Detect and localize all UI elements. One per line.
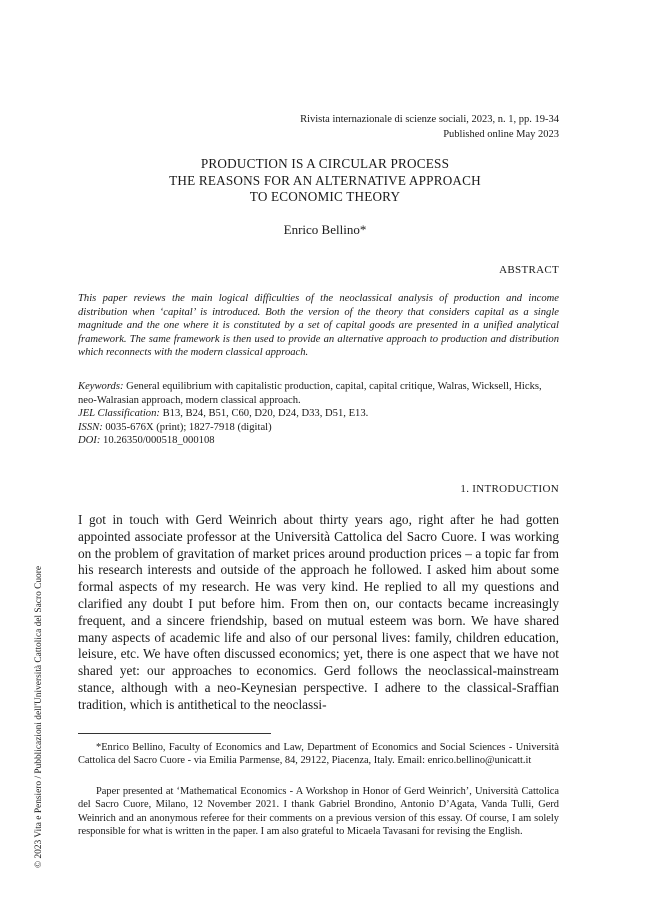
doi-value: 10.26350/000518_000108	[103, 435, 215, 447]
footnote-author: *Enrico Bellino, Faculty of Economics and Law, Department of Economics and Social Sciences - Università Cattolica del Sacro Cuore - via Emilia Parmense, 84, 29122, Piacenza, Italy. Email: enrico.bellino@unicatt.it	[78, 742, 559, 767]
title-line-2: THE REASONS FOR AN ALTERNATIVE APPROACH	[169, 172, 481, 188]
issn-value: 0035-676X (print); 1827-7918 (digital)	[105, 421, 272, 433]
jel-line	[78, 407, 559, 421]
journal-citation: Rivista internazionale di scienze sociali, 2023, n. 1, pp. 19-34	[300, 114, 559, 125]
keywords-label: Keywords:	[78, 381, 124, 392]
keywords-value: General equilibrium with capitalistic production, capital, capital critique, Walras, Wicksell, Hicks, neo-Walrasian approach, modern classical approach.	[78, 381, 542, 406]
issn-line	[78, 421, 559, 435]
issn-label: ISSN:	[78, 421, 103, 433]
article-metadata	[78, 380, 559, 448]
author-name: Enrico Bellino*	[283, 222, 367, 237]
intro-paragraph: I got in touch with Gerd Weinrich about thirty years ago, right after he had gotten appointed associate professor at the Università Cattolica del Sacro Cuore. I was working on the problem of gravitation of market prices around production prices – a topic far from his research interests and outside of the approach he followed. I asked him about some formal aspects of my research. He was very kind. He replied to all my questions and clarified any doubt I put before him. From then on, our contacts became increasingly frequent, and a sincere friendship, based on mutual esteem was born. We have shared many aspects of academic life and also of our personal lives: family, children education, leisure, etc. We have often discussed economics; yet, there is one aspect that we have not shared yet: our approaches to economics. Gerd follows the neoclassical-mainstream stance, although with a neo-Keynesian perspective. I adhere to the classical-Sraffian tradition, which is antithetical to the neoclassi-	[78, 512, 559, 712]
jel-label: JEL Classification:	[78, 408, 160, 420]
footnote-divider	[78, 733, 271, 734]
jel-value: B13, B24, B51, C60, D20, D24, D33, D51, E13.	[162, 408, 369, 420]
abstract-text: This paper reviews the main logical difficulties of the neoclassical analysis of production and income distribution when ‘capital’ is introduced. Both the version of the theory that considers capital as a single magnitude and the one where it is constituted by a set of capital goods are presented in a unified analytical framework. The same framework is then used to provide an alternative approach to production and distribution which reconnects with the modern classical approach.	[78, 293, 559, 359]
abstract-heading: ABSTRACT	[499, 264, 559, 276]
title-line-3: TO ECONOMIC THEORY	[249, 189, 401, 204]
section-heading: 1. INTRODUCTION	[460, 483, 559, 495]
footnote-acknowledgement: Paper presented at ‘Mathematical Economics - A Workshop in Honor of Gerd Weinrich’, Università Cattolica del Sacro Cuore, Milano, 12 November 2021. I thank Gabriel Brondino, Antonio D’Agata, Vanda Tulli, Gerd Weinrich and an anonymous referee for their comments on a previous version of this essay. Of course, I am solely responsible for what is written in the paper. I am also grateful to Micaela Tavasani for revising the English.	[78, 786, 559, 838]
title-line-1: PRODUCTION IS A CIRCULAR PROCESS	[200, 156, 450, 171]
keywords-line	[78, 380, 559, 407]
doi-line	[78, 434, 559, 448]
doi-label: DOI:	[78, 435, 101, 447]
copyright-sidebar: © 2023 Vita e Pensiero / Pubblicazioni dell'Università Cattolica del Sacro Cuore	[34, 565, 44, 868]
paper-title	[0, 156, 650, 206]
published-date: Published online May 2023	[443, 129, 559, 140]
